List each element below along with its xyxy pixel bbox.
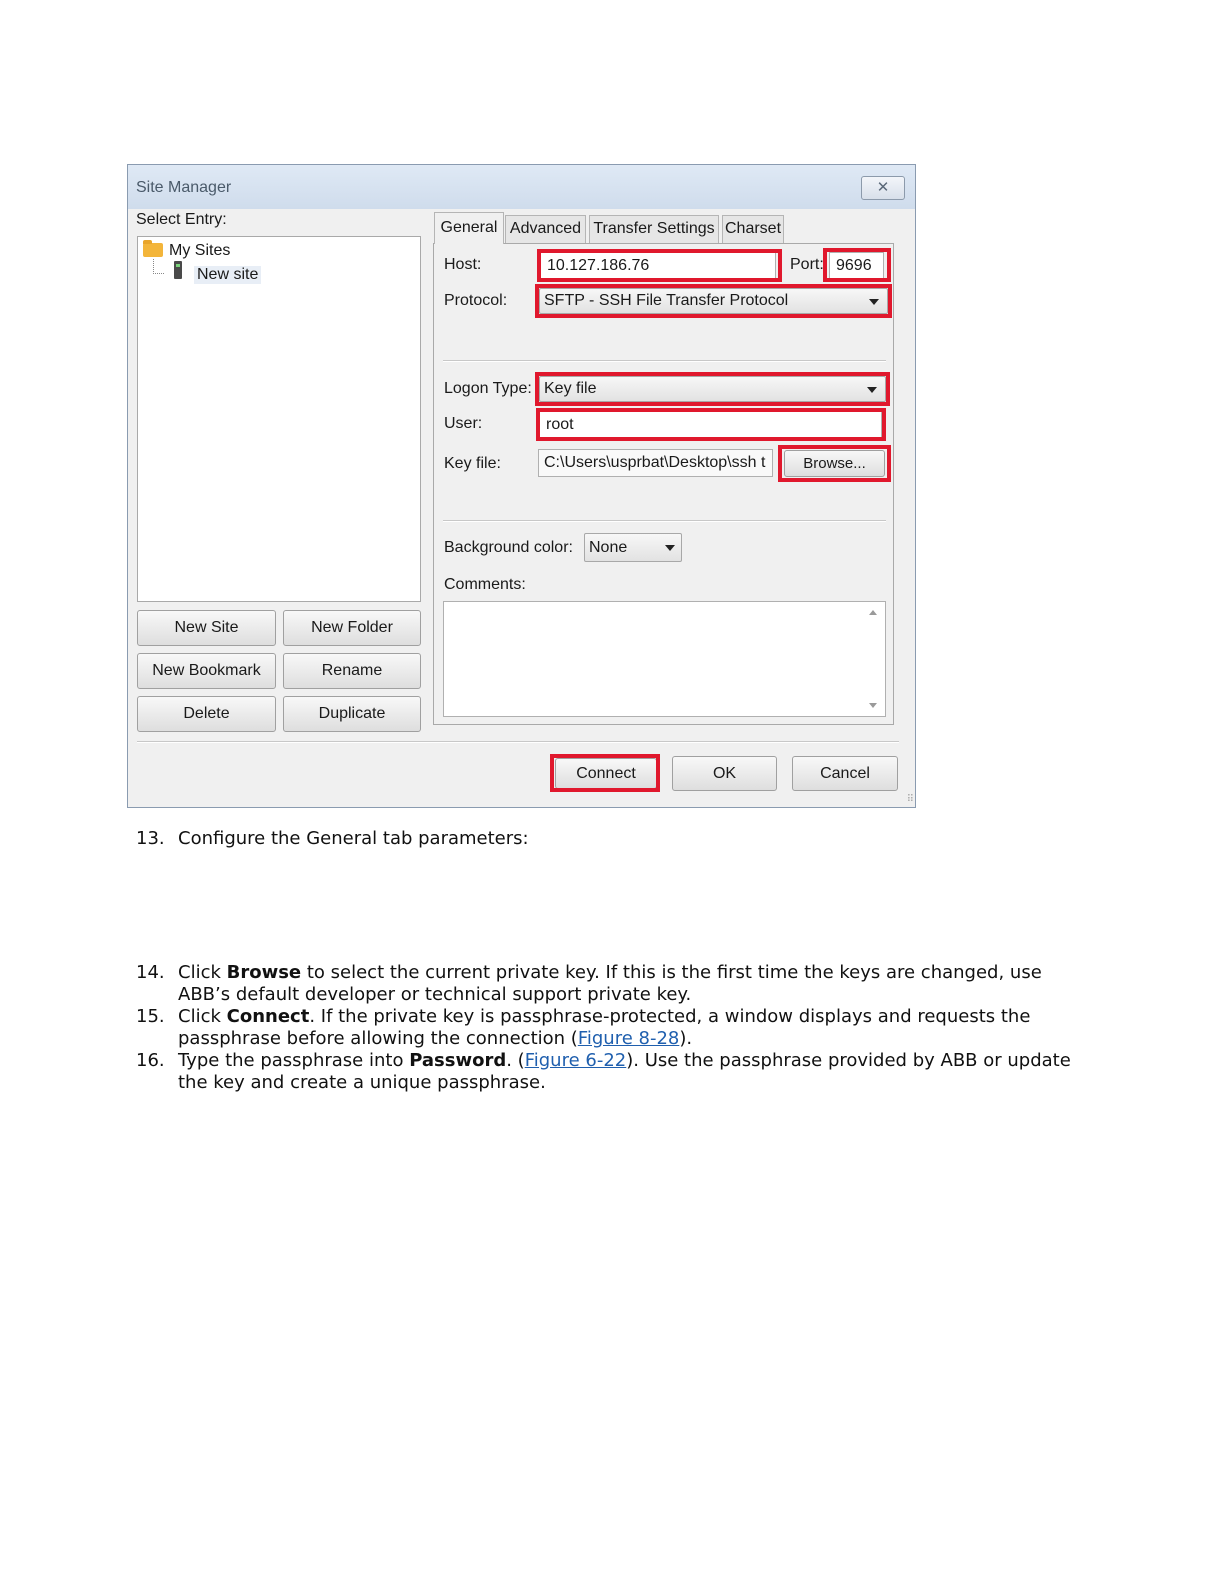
user-highlight: [536, 408, 886, 441]
figure-8-28-link[interactable]: Figure 8-28: [577, 1028, 680, 1049]
new-folder-button[interactable]: New Folder: [283, 610, 421, 646]
server-icon: [174, 261, 182, 279]
section-divider: [443, 360, 886, 362]
ok-button[interactable]: OK: [672, 756, 777, 791]
host-highlight: [537, 249, 782, 282]
duplicate-button[interactable]: Duplicate: [283, 696, 421, 732]
step-text-segment: Click: [178, 1006, 227, 1027]
delete-button[interactable]: Delete: [137, 696, 276, 732]
port-label: Port:: [790, 256, 824, 273]
user-input[interactable]: root: [539, 411, 882, 438]
tree-item-my-sites[interactable]: My Sites: [169, 242, 231, 259]
dialog-title: Site Manager: [136, 179, 232, 196]
step-number: 16.: [136, 1050, 165, 1071]
step-number: 14.: [136, 962, 165, 983]
protocol-highlight: [535, 284, 892, 318]
background-color-label: Background color:: [444, 539, 573, 556]
footer-divider: [137, 741, 899, 743]
host-label: Host:: [444, 256, 482, 273]
browse-highlight: [778, 445, 891, 482]
connect-button[interactable]: Connect: [555, 758, 657, 789]
logon-type-label: Logon Type:: [444, 380, 532, 397]
step-text-segment: Click: [178, 962, 227, 983]
browse-keyword: Browse: [226, 962, 302, 983]
title-bar: [128, 165, 915, 209]
step-number: 13.: [136, 828, 165, 849]
step-text: [178, 962, 1088, 1006]
scroll-up-icon[interactable]: [869, 610, 877, 615]
logon-type-highlight: [535, 372, 890, 406]
close-icon[interactable]: ✕: [861, 176, 905, 200]
key-file-input[interactable]: C:\Users\usprbat\Desktop\ssh t: [538, 449, 773, 477]
tab-advanced[interactable]: Advanced: [505, 215, 586, 243]
step-text: [178, 1050, 1088, 1094]
folder-icon: [143, 243, 163, 257]
cancel-button[interactable]: Cancel: [792, 756, 898, 791]
connect-highlight: [550, 754, 660, 792]
tab-general[interactable]: General: [434, 212, 504, 244]
figure-6-22-link[interactable]: Figure 6-22: [524, 1050, 627, 1071]
step-text-segment: Configure the General tab parameters:: [178, 828, 529, 849]
new-site-button[interactable]: New Site: [137, 610, 276, 646]
background-color-select[interactable]: [584, 533, 682, 562]
connect-keyword: Connect: [226, 1006, 310, 1027]
step-text: [178, 828, 1088, 850]
site-tree[interactable]: [137, 236, 421, 602]
step-text-segment: Type the passphrase into: [178, 1050, 410, 1071]
step-text-segment: . If the private key is passphrase-protected, a window displays and requests the passphrase before allowing the connection (: [178, 1006, 1031, 1049]
protocol-label: Protocol:: [444, 292, 508, 309]
password-keyword: Password: [409, 1050, 507, 1071]
comments-textarea[interactable]: [443, 601, 886, 717]
comments-label: Comments:: [444, 576, 526, 593]
step-text-segment: ). Use the passphrase provided by ABB or update the key and create a unique passphrase.: [178, 1050, 1071, 1093]
user-label: User:: [444, 415, 483, 432]
port-input[interactable]: 9696: [829, 252, 884, 279]
new-bookmark-button[interactable]: New Bookmark: [137, 653, 276, 689]
site-manager-dialog: [127, 164, 916, 808]
host-input[interactable]: 10.127.186.76: [540, 252, 776, 279]
protocol-value: SFTP - SSH File Transfer Protocol: [544, 292, 789, 309]
key-file-label: Key file:: [444, 455, 501, 472]
resize-grip-icon[interactable]: ⠿: [906, 794, 913, 805]
tab-charset[interactable]: Charset: [722, 215, 784, 243]
step-number: 15.: [136, 1006, 165, 1027]
browse-button[interactable]: Browse...: [784, 450, 885, 477]
chevron-down-icon: [665, 545, 675, 551]
rename-button[interactable]: Rename: [283, 653, 421, 689]
background-color-value: None: [589, 539, 628, 556]
tree-item-new-site[interactable]: New site: [194, 266, 261, 284]
step-text: [178, 1006, 1088, 1050]
tree-connector: [153, 259, 164, 274]
step-text-segment: . (: [506, 1050, 525, 1071]
select-entry-label: Select Entry:: [136, 211, 227, 228]
scroll-down-icon[interactable]: [869, 703, 877, 708]
port-highlight: [823, 248, 891, 282]
step-text-segment: to select the current private key. If this is the first time the keys are changed, use ABB’s default developer or technical support private key.: [178, 962, 1042, 1005]
logon-type-value: Key file: [544, 380, 597, 397]
section-divider: [443, 520, 886, 522]
tab-transfer-settings[interactable]: Transfer Settings: [589, 215, 719, 243]
step-text-segment: ).: [679, 1028, 693, 1049]
